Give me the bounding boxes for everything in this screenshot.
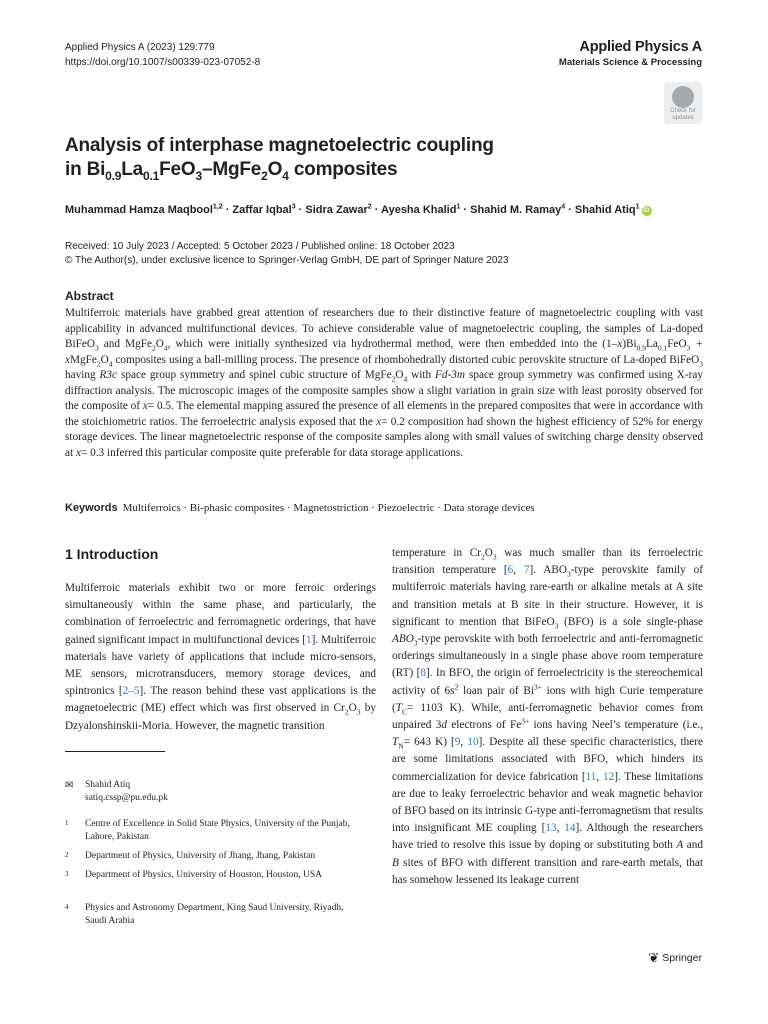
author-affiliation: 3	[291, 203, 296, 211]
citation-link[interactable]: 13	[545, 822, 557, 835]
author-name[interactable]: Shahid Atiq	[574, 204, 636, 216]
author-affiliation: 4	[561, 203, 566, 211]
affiliation-number: 4	[65, 903, 69, 911]
article-citation-header	[65, 40, 260, 70]
dates-line: Received: 10 July 2023 / Accepted: 5 October 2023 / Published online: 18 October 2023	[65, 241, 455, 252]
article-title: Analysis of interphase magnetoelectric coupling in $Bi_{0.9}La_{0.1}FeO_3-MgFe_2O_4$ composites	[65, 135, 494, 183]
author-affiliation: 1	[456, 203, 461, 211]
affiliation-text: Physics and Astronomy Department, King Saud University, Riyadh, Saudi Arabia	[85, 903, 344, 926]
citation-link[interactable]: 1	[305, 633, 312, 646]
check-for-updates-label: Check for updates	[670, 108, 696, 121]
citation-link[interactable]: 14	[564, 822, 576, 835]
affiliation-number: 3	[65, 870, 69, 878]
intro-left-column: Multiferroic materials exhibit two or more ferroic orderings simultaneously within the same phase, and particularly, the combination of ferroelectric and ferromagnetic orderings, that have gained significant impact in multifunctional devices [1]. Multiferroic materials have variety of applications that include micro-sensors, ME sensors, microtransducers, memory storage devices, and spintronics [2–5]. The reason behind these vast applications is the magnetoelectric (ME) effect which was first observed in $Cr_2O_3$ by Dzyalonshinskii-Moria. However, the magnetic transition	[65, 582, 377, 732]
keywords-list: Multiferroics · Bi-phasic composites · Magnetostriction · Piezoelectric · Data storage devices	[122, 502, 535, 514]
orcid-icon[interactable]: iD	[643, 208, 650, 214]
journal-masthead	[559, 38, 702, 70]
author-name[interactable]: Sidra Zawar	[305, 204, 368, 216]
citation-link[interactable]: 11	[585, 770, 597, 783]
journal-subtitle: Materials Science & Processing	[558, 57, 702, 68]
corresponding-author-name: Shahid Atiq	[85, 780, 131, 790]
check-for-updates-icon	[672, 86, 694, 108]
citation-link[interactable]: 2–5	[122, 685, 140, 698]
copyright-line: © The Author(s), under exclusive licence to Springer-Verlag GmbH, DE part of Springer Nature 2023	[65, 255, 509, 266]
author-affiliation: 2	[367, 203, 372, 211]
publisher-name: Springer	[662, 952, 702, 964]
keywords-label: Keywords	[65, 502, 118, 514]
citation-link[interactable]: 6	[507, 564, 514, 577]
affiliation-text: Department of Physics, University of Jhang, Jhang, Pakistan	[85, 851, 316, 861]
author-name[interactable]: Shahid M. Ramay	[470, 204, 562, 216]
keywords	[65, 500, 535, 516]
publication-history	[65, 240, 509, 268]
publisher-logo	[648, 951, 702, 965]
author-name[interactable]: Muhammad Hamza Maqbool	[65, 204, 213, 216]
doi-link[interactable]: https://doi.org/10.1007/s00339-023-07052-8	[65, 57, 261, 68]
citation-link[interactable]: 12	[602, 770, 615, 783]
author-name[interactable]: Zaffar Iqbal	[232, 204, 292, 216]
intro-right-column: temperature in $Cr_2O_3$ was much smaller than its ferroelectric transition temperature [6, 7]. $ABO_3$-type perovskite family of multiferroic materials having rare-earth or alkaline metals at A site and transition metals at B site in their structure. However, it is significant to mention that BiFeO$_3$ (BFO) is a sole single-phase $ABO_3$-type perovskite with both ferroelectric and anti-ferromagnetic orderings simultaneously in a single phase above room temperature (RT) [8]. In BFO, the origin of ferroelectricity is the stereochemical activity of $6s^2$ loan pair of $Bi^{3+}$ ions with high Curie temperature ($T_C= 1103$ K). While, anti-ferromagnetic behavior comes from unpaired 3d electrons of $Fe^{3+}$ ions having Neel’s temperature (i.e., $T_N= 643$ K) [9, 10]. Despite all these specific characteristics, there are some limitations associated with BFO, which hinders its commercialization for device fabrication [11, 12]. These limitations are due to leaky ferroelectric behavior and weak magnetic behavior of BFO based on its intrinsic G-type anti-ferromagnetism that results into insignificant ME coupling [13, 14]. Although the researchers have tried to resolve this issue by doping or substituting both A and B sites of BFO with different transition and rare-earth metals, that has somehow lessened its leakage current	[392, 547, 704, 886]
author-list: Muhammad Hamza Maqbool$^{1,2}$ · Zaffar Iqbal$^3$ · Sidra Zawar$^2$ · Ayesha Khalid$^1$ · Shahid M. Ramay$^4$ · Shahid Atiq$^1$iD	[65, 203, 650, 216]
abstract-body: Multiferroic materials have grabbed great attention of researchers due to their distinctive feature of magnetoelectric coupling with vast applicability in advanced multifunctional devices. To achieve considerable value of magnetoelectric coupling, the samples of La-doped BiFeO$_3$ and $MgFe_2O_4$, which were initially synthesized via hydrothermal method, were then embedded into the $(1-x)Bi_{0.9}La_{0.1}FeO_3$ + $xMgFe_2O_4$ composites using a ball-milling process. The presence of rhombohedrally distorted cubic perovskite structure of La-doped BiFeO$_3$ having R3c space group symmetry and spinel cubic structure of $MgFe_2O_4$ with Fd-3m space group symmetry was confirmed using X-ray diffraction analysis. The microscopic images of the composite samples show a slight variation in grain size with least porosity observed for the composite of x= 0.5. The elemental mapping assured the presence of all elements in the prepared composites that were in accordance with the stoichiometric ratios. The ferroelectric analysis exposed that the x= 0.2 composition had shown the highest efficiency of 52% for energy storage devices. The linear magnetoelectric response of the composite samples along with small values of switching charge density observed at x= 0.3 inferred this particular composite quite preferable for data storage applications.	[65, 307, 704, 459]
journal-name: Applied Physics A	[579, 39, 702, 55]
corresponding-author	[85, 779, 168, 805]
section-heading-introduction: 1 Introduction	[65, 546, 159, 562]
springer-horse-icon: ❦	[648, 950, 660, 965]
affiliation-number: 2	[65, 851, 69, 859]
abstract-heading: Abstract	[65, 289, 114, 303]
envelope-icon: ✉	[65, 780, 74, 791]
check-for-updates-badge[interactable]	[664, 82, 702, 124]
citation-link[interactable]: 8	[420, 667, 426, 680]
citation-link[interactable]: 7	[523, 564, 530, 577]
citation-line: Applied Physics A (2023) 129:779	[65, 42, 215, 53]
footnote-divider	[65, 751, 165, 752]
author-name[interactable]: Ayesha Khalid	[381, 204, 457, 216]
affiliation-text: Centre of Excellence in Solid State Physics, University of the Punjab, Lahore, Pakistan	[85, 819, 350, 842]
author-affiliation: 1,2	[212, 203, 223, 211]
affiliation-text: Department of Physics, University of Houston, Houston, USA	[85, 870, 322, 880]
citation-link[interactable]: 9	[454, 736, 461, 749]
author-affiliation: 1	[635, 203, 640, 211]
corresponding-author-email[interactable]: satiq.cssp@pu.edu.pk	[85, 793, 168, 803]
citation-link[interactable]: 10	[467, 736, 479, 749]
affiliation-number: 1	[65, 819, 69, 827]
